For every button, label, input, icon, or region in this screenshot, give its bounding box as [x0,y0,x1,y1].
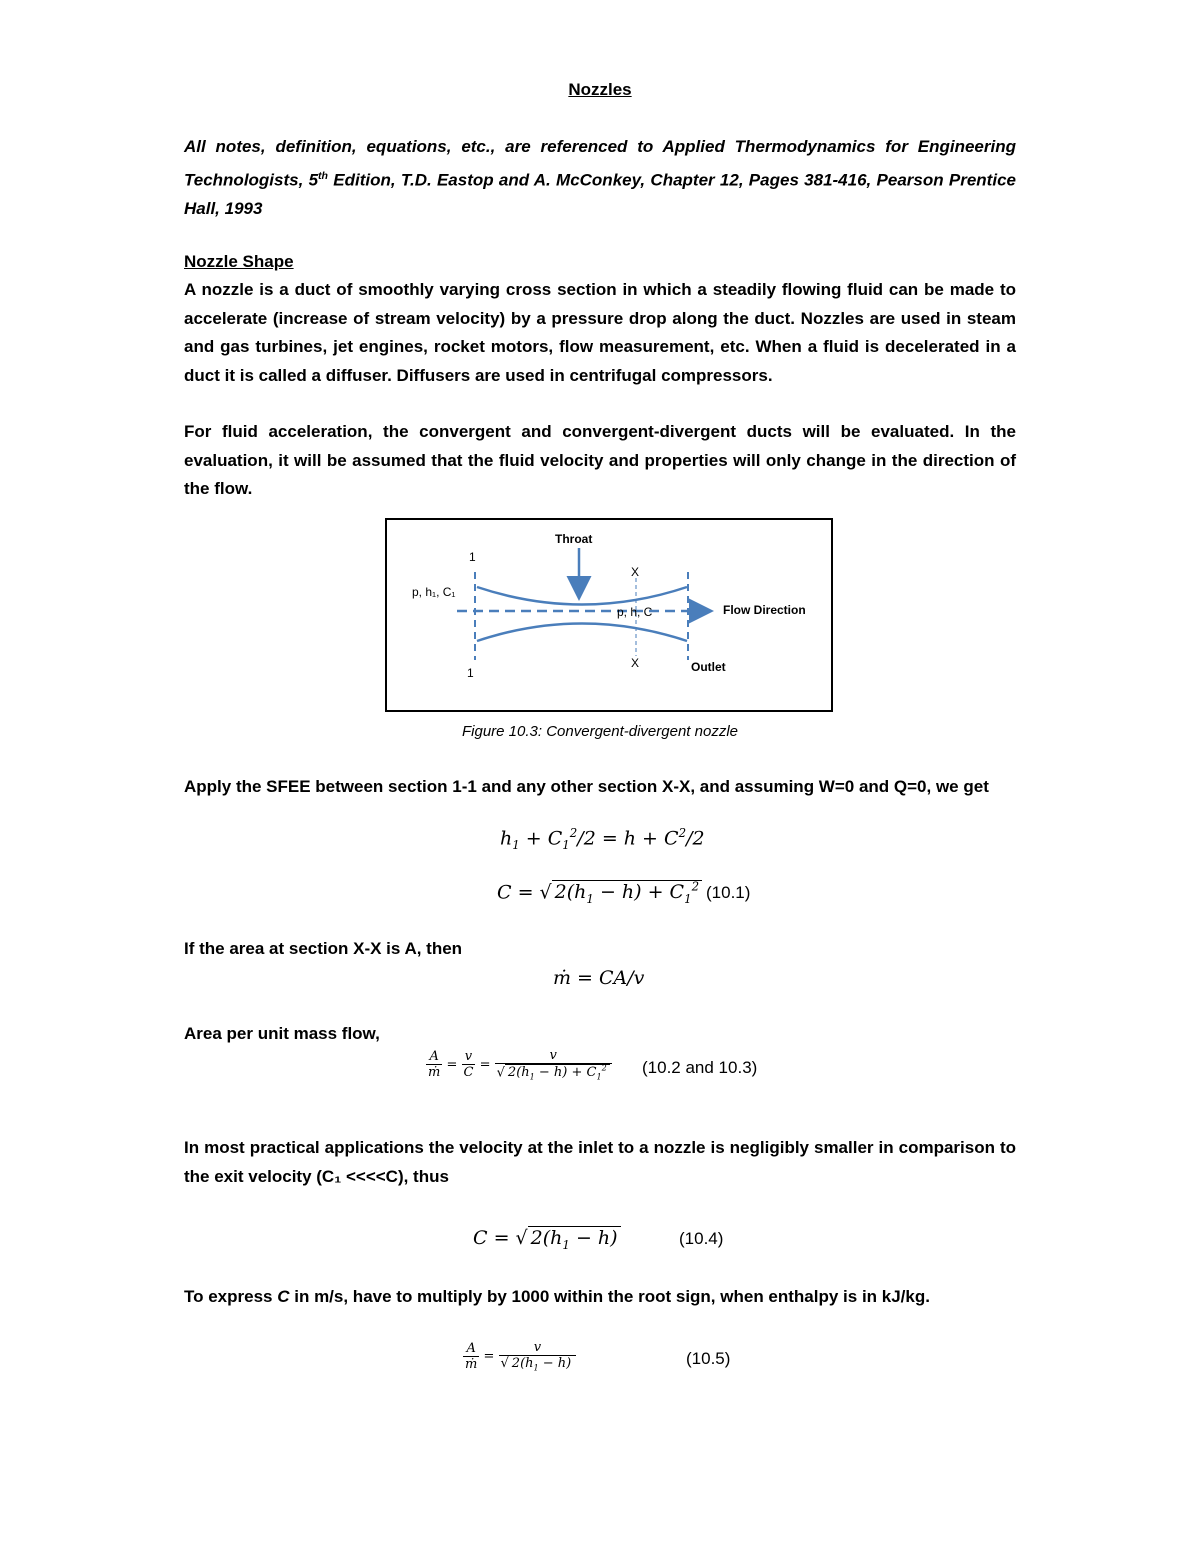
units-symbol: C [277,1287,290,1306]
equation-10-4-label: (10.4) [679,1229,724,1248]
nozzle-figure [385,518,833,712]
reference-superscript: th [318,169,328,182]
section-heading: Nozzle Shape [184,252,294,271]
paragraph-area-per-unit-mass: Area per unit mass flow, [184,1024,380,1043]
paragraph-practical: In most practical applications the velocity at the inlet to a nozzle is negligibly smaller in comparison to the exit velocity (C₁ <<<<C), thus [184,1138,1016,1186]
paragraph-nozzle-definition: A nozzle is a duct of smoothly varying cross section in which a steadily flowing fluid can be made to accelerate (increase of stream velocity) by a pressure drop along the duct. Nozzles are used in steam and gas turbines, jet engines, rocket motors, flow measurement, etc. When a fluid is decelerated in a duct it is called a diffuser. Diffusers are used in centrifugal compressors. [184,280,1016,385]
paragraph-evaluation: For fluid acceleration, the convergent and convergent-divergent ducts will be evaluated. In the evaluation, it will be assumed that the fluid velocity and properties will only change in the direction of the flow. [184,422,1016,498]
throat-label: Throat [555,532,593,546]
paragraph-units [184,1283,1016,1312]
equation-10-2-label: (10.2 and 10.3) [642,1058,758,1077]
outlet-label: Outlet [691,660,726,674]
section-x-top-label: X [631,565,640,579]
equation-10-2: $\frac{A}{\text{ṁ}}$ = $\frac{v}{C}$ = $\frac{v}{√ 2(h_1 - h) + C_1^2}$ [426,1048,612,1082]
page-title: Nozzles [568,80,632,99]
reference-note [184,133,1016,223]
nozzle-top-wall [477,587,687,605]
equation-10-4: C = √ $2(h_1 - h)$ [473,1227,621,1252]
equation-10-5-label: (10.5) [686,1349,731,1368]
equation-mass-flow: ṁ = CA/v [553,967,645,989]
equation-10-1: C = √ $2(h_1 - h) + C_1^2$ [497,880,702,906]
reference-text-2: Edition, T.D. Eastop and A. McConkey, Chapter 12, Pages 381-416, Pearson Prentice Hall, 1993 [184,170,1016,218]
section-1-top-label: 1 [469,550,476,564]
paragraph-area: If the area at section X-X is A, then [184,939,463,958]
section-x-bottom-label: X [631,656,640,670]
inlet-properties-label: p, h₁, C₁ [412,585,456,599]
section-1-bottom-label: 1 [467,666,474,680]
reference-text-1: All notes, definition, equations, etc., are referenced to Applied Thermodynamics for Engineering Technologists, 5 [184,137,1016,190]
units-text-1: To express [184,1287,278,1306]
equation-10-1-label: (10.1) [706,883,751,902]
flow-direction-label: Flow Direction [723,603,806,617]
units-text-2: in m/s, have to multiply by 1000 within the root sign, when enthalpy is in kJ/kg. [289,1287,930,1306]
equation-sfee: $h_1 + C_1^2/2 = h + C^2/2$ [500,826,705,853]
nozzle-bottom-wall [477,624,687,642]
figure-caption: Figure 10.3: Convergent-divergent nozzle [462,723,738,740]
paragraph-sfee: Apply the SFEE between section 1-1 and any other section X-X, and assuming W=0 and Q=0, we get [184,777,989,796]
section-properties-label: p, h, C [617,605,653,619]
equation-10-5: $\frac{A}{\text{ṁ}}$ = $\frac{v}{√ 2(h_1 - h)}$ [463,1340,576,1373]
